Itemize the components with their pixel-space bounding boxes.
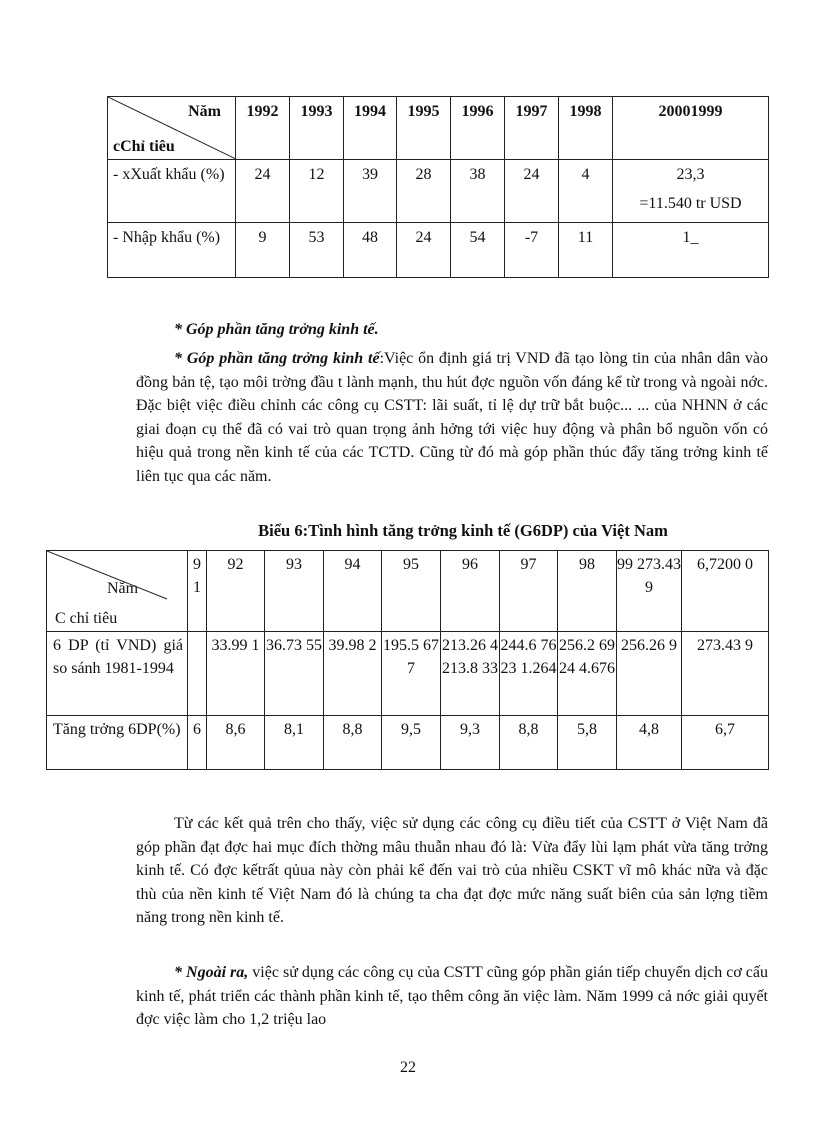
table2-cell: 36.73 55	[265, 632, 324, 716]
table1-cell-last: 1_	[613, 223, 769, 278]
table1-year-header: 1993	[290, 97, 344, 160]
paragraph-lead: * Ngoài ra,	[174, 964, 249, 981]
paragraph-lead: * Góp phần tăng trởng kinh tế	[174, 350, 380, 367]
table1-cell: 11	[559, 223, 613, 278]
table2-cell: 8,1	[265, 716, 324, 770]
table2-year-header: 92	[207, 551, 265, 632]
table1-corner-indicator-label: cChỉ tiêu	[113, 138, 175, 155]
paragraph-results: Từ các kết quả trên cho thấy, việc sử dụng các công cụ điều tiết của CSTT ở Việt Nam đã góp phần đạt đợc hai mục đích thờng mâu thuẫn nhau đó là: Vừa đẩy lùi lạm phát vừa tăng trởng kinh tế. Có đợc kếtrất qủua này còn phải kể đến vai trò của nhiều CSKT vĩ mô khác nữa và đặc thù của nền kinh tế Việt Nam đó là chúng ta cha đạt đợc mức năng suất biên của sản lợng tiềm năng trong nền kinh tế.	[136, 815, 768, 926]
table2-cell: 33.99 1	[207, 632, 265, 716]
table1-cell: 39	[344, 160, 397, 223]
table1-corner-year-label: Năm	[188, 103, 221, 120]
table2-cell: 8,8	[324, 716, 382, 770]
paragraph-text: :Việc ổn định giá trị VND đã tạo lòng tin của nhân dân vào đồng bản tệ, tạo môi trờng đầu t lành mạnh, thu hút đợc nguồn vốn đáng kể từ trong và ngoài nớc. Đặc biệt việc điều chỉnh các công cụ CSTT: lãi suất, tỉ lệ dự trữ bắt buộc... ... của NHNN ở các giai đoạn cụ thể đã có vai trò quan trọng ảnh hởng tới việc huy động và phân bổ nguồn vốn có hiệu quả trong nền kinh tế của các TCTD. Cũng từ đó mà góp phần thúc đẩy tăng trởng kinh tế liên tục qua các năm.	[136, 350, 769, 485]
table2-cell: 5,8	[558, 716, 617, 770]
table2-cell: 6	[188, 716, 207, 770]
table1-cell: 12	[290, 160, 344, 223]
table1-row-label-import: - Nhập khẩu (%)	[108, 223, 236, 278]
table1-cell-last	[613, 160, 769, 223]
table2-corner-indicator-label: C chỉ tiêu	[55, 610, 118, 627]
table2-corner-cell	[47, 551, 188, 632]
gdp-growth-table	[46, 550, 769, 770]
table1-cell: 48	[344, 223, 397, 278]
table2-cell: 6,7	[682, 716, 769, 770]
table2-cell: 273.43 9	[682, 632, 769, 716]
table2-year-header: 93	[265, 551, 324, 632]
table2-cell: 9,5	[382, 716, 441, 770]
table2-year-header: 96	[441, 551, 500, 632]
export-import-table	[107, 96, 769, 278]
table1-cell: 24	[397, 223, 451, 278]
table1-last-line1: 23,3	[676, 166, 705, 183]
table1-year-header: 1992	[236, 97, 290, 160]
table2-year-header: 98	[558, 551, 617, 632]
table1-year-header: 1996	[451, 97, 505, 160]
table1-cell: 9	[236, 223, 290, 278]
page-number: 22	[400, 1059, 416, 1076]
paragraph-other-effects	[136, 961, 768, 1027]
table2-cell: 4,8	[617, 716, 682, 770]
table2-cell: 39.98 2	[324, 632, 382, 716]
table1-year-header: 1995	[397, 97, 451, 160]
table2-cell: 244.6 7623 1.264	[500, 632, 558, 716]
table1-last-line2: =11.540 tr USD	[639, 195, 742, 212]
table2-cell: 8,6	[207, 716, 265, 770]
table2-cell: 8,8	[500, 716, 558, 770]
section-heading: * Góp phần tăng trởng kinh tế.	[174, 321, 379, 338]
table2-cell: 256.2 6924 4.676	[558, 632, 617, 716]
table1-cell: 28	[397, 160, 451, 223]
table1-year-header: 20001999	[613, 97, 769, 160]
table2-cell: 195.5 677	[382, 632, 441, 716]
table1-year-header: 1998	[559, 97, 613, 160]
table2-year-header: 97	[500, 551, 558, 632]
table2-corner-year-label: Năm	[107, 580, 139, 597]
paragraph-text: việc sử dụng các công cụ của CSTT cũng góp phần gián tiếp chuyển dịch cơ cấu kinh tế, phát triển các thành phần kinh tế, tạo thêm công ăn việc làm. Năm 1999 cả nớc giải quyết đợc việc làm cho 1,2 triệu lao	[136, 964, 768, 1027]
table1-row-label-export: - xXuất khẩu (%)	[108, 160, 236, 223]
table2-cell	[188, 632, 207, 716]
table2-cell: 9,3	[441, 716, 500, 770]
table1-corner-cell	[108, 97, 236, 160]
table-caption: Biểu 6:Tình hình tăng trởng kinh tế (G6DP) của Việt Nam	[258, 521, 668, 540]
paragraph-growth	[136, 347, 768, 488]
table1-cell: 4	[559, 160, 613, 223]
table2-year-header: 9 1	[188, 551, 207, 632]
table1-cell: 53	[290, 223, 344, 278]
table1-cell: 54	[451, 223, 505, 278]
table1-cell: 24	[505, 160, 559, 223]
table2-row-label-growth: Tăng trởng 6DP(%)	[47, 716, 188, 770]
table2-row-label-gdp: 6 DP (tỉ VND) giá so sánh 1981-1994	[47, 632, 188, 716]
table1-cell: 38	[451, 160, 505, 223]
table1-year-header: 1997	[505, 97, 559, 160]
table1-cell: 24	[236, 160, 290, 223]
table2-year-header: 6,7200 0	[682, 551, 769, 632]
table2-year-header: 94	[324, 551, 382, 632]
table2-cell: 256.26 9	[617, 632, 682, 716]
table2-year-header: 95	[382, 551, 441, 632]
table2-year-header: 99 273.43 9	[617, 551, 682, 632]
table1-year-header: 1994	[344, 97, 397, 160]
table1-cell: -7	[505, 223, 559, 278]
table2-cell: 213.26 4213.8 33	[441, 632, 500, 716]
